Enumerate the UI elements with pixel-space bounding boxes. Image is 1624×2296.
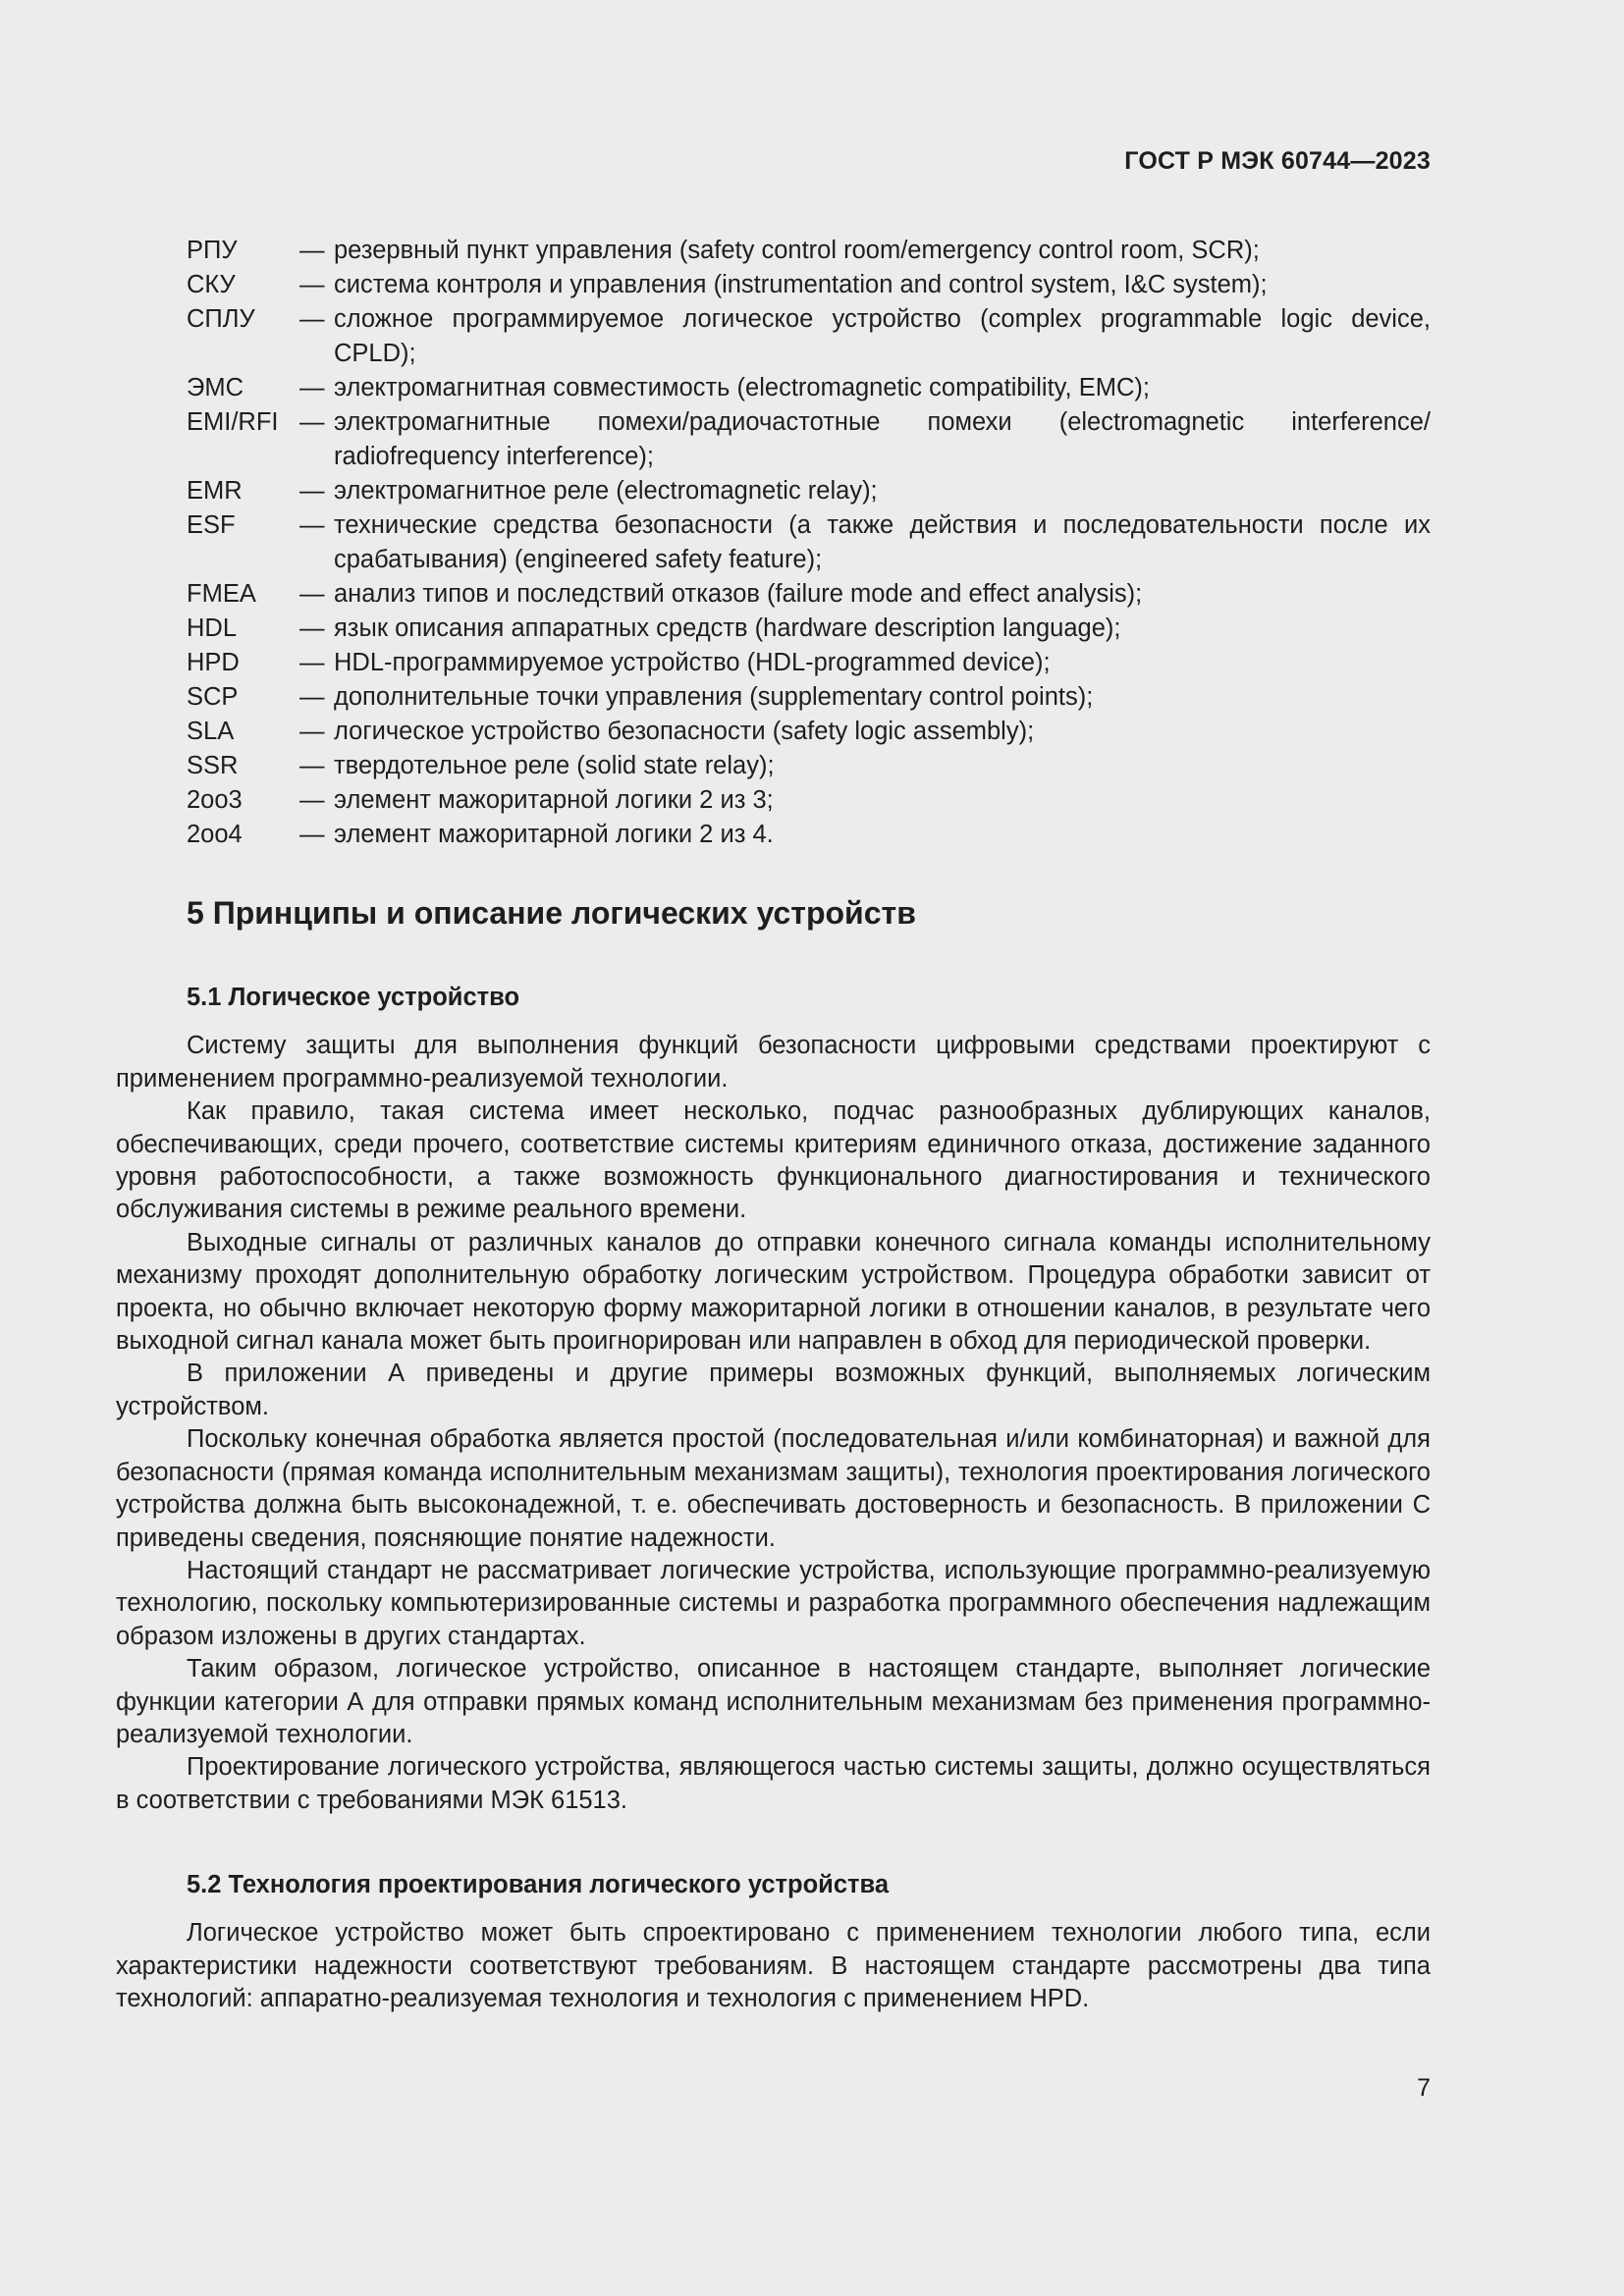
abbreviation-item	[187, 268, 1431, 302]
page-number: 7	[1417, 2074, 1431, 2102]
abbreviation-definition: HDL-программируемое устройство (HDL-programmed device);	[334, 649, 1051, 676]
paragraph: В приложении А приведены и другие примеры возможных функций, выполняемых логическим устройством.	[116, 1360, 1431, 1420]
abbreviation-term: ЭМС	[187, 374, 244, 401]
abbreviation-term: HDL	[187, 614, 238, 642]
abbreviation-dash: —	[299, 718, 325, 745]
paragraph: Настоящий стандарт не рассматривает логические устройства, использующие программно-реализуемую технологию, поскольку компьютеризированные системы и разработка программного обеспечения надлежащим образом изложены в других стандартах.	[116, 1556, 1431, 1650]
abbreviation-definition: твердотельное реле (solid state relay);	[334, 752, 775, 779]
abbreviation-dash: —	[299, 477, 325, 505]
document-header: ГОСТ Р МЭК 60744—2023	[1124, 147, 1431, 175]
abbreviation-term: EMR	[187, 477, 243, 505]
abbreviation-dash: —	[299, 237, 325, 264]
section-5-1-heading: 5.1 Логическое устройство	[187, 984, 520, 1011]
abbreviation-item	[187, 749, 1431, 783]
abbreviation-dash: —	[299, 511, 325, 539]
abbreviation-dash: —	[299, 786, 325, 814]
section-5-1	[116, 982, 1431, 1817]
abbreviation-item	[187, 646, 1431, 680]
paragraph: Проектирование логического устройства, являющегося частью системы защиты, должно осуществляться в соответствии с требованиями МЭК 61513.	[116, 1753, 1431, 1814]
abbreviation-term: SSR	[187, 752, 239, 779]
abbreviation-definition: технические средства безопасности (а также действия и последовательности после их срабатывания) (engineered safety feature);	[334, 511, 1431, 573]
abbreviation-dash: —	[299, 821, 325, 848]
abbreviation-definition: логическое устройство безопасности (safety logic assembly);	[334, 718, 1035, 745]
abbreviation-term: 2oo3	[187, 786, 243, 814]
abbreviation-definition: система контроля и управления (instrumentation and control system, I&C system);	[334, 271, 1268, 298]
paragraph: Логическое устройство может быть спроектировано с применением технологии любого типа, если характеристики надежности соответствуют требованиям. В настоящем стандарте рассмотрены два типа технологий: аппаратно-реализуемая технология и технология с применением HPD.	[116, 1919, 1431, 2013]
abbreviation-term: СКУ	[187, 271, 236, 298]
abbreviation-definition: язык описания аппаратных средств (hardware description language);	[334, 614, 1121, 642]
section-5-2-heading: 5.2 Технология проектирования логического устройства	[187, 1871, 890, 1898]
abbreviation-item	[187, 680, 1431, 715]
paragraph: Таким образом, логическое устройство, описанное в настоящем стандарте, выполняет логические функции категории А для отправки прямых команд исполнительным механизмам без применения программно-реализуемой технологии.	[116, 1655, 1431, 1748]
abbreviation-item	[187, 234, 1431, 268]
abbreviation-dash: —	[299, 305, 325, 333]
section-5-2	[116, 1869, 1431, 2016]
abbreviation-definition: элемент мажоритарной логики 2 из 4.	[334, 821, 774, 848]
abbreviation-item	[187, 715, 1431, 749]
paragraph: Систему защиты для выполнения функций безопасности цифровыми средствами проектируют с применением программно-реализуемой технологии.	[116, 1032, 1431, 1093]
abbreviation-definition: электромагнитная совместимость (electromagnetic compatibility, EMC);	[334, 374, 1150, 401]
section-5-heading: 5 Принципы и описание логических устройств	[187, 895, 916, 931]
abbreviation-term: SLA	[187, 718, 235, 745]
abbreviation-item	[187, 577, 1431, 612]
abbreviation-definition: дополнительные точки управления (supplementary control points);	[334, 683, 1094, 711]
abbreviation-definition: электромагнитные помехи/радиочастотные помехи (electromagnetic interference/ radiofrequency interference);	[334, 408, 1431, 470]
abbreviation-item	[187, 405, 1431, 474]
abbreviation-dash: —	[299, 580, 325, 608]
abbreviation-term: СПЛУ	[187, 305, 255, 333]
abbreviation-term: HPD	[187, 649, 240, 676]
abbreviation-dash: —	[299, 683, 325, 711]
paragraph: Как правило, такая система имеет несколько, подчас разнообразных дублирующих каналов, обеспечивающих, среди прочего, соответствие системы критериям единичного отказа, достижение заданного уровня работоспособности, а также возможность функционального диагностирования и технического обслуживания системы в режиме реального времени.	[116, 1097, 1431, 1224]
abbreviation-dash: —	[299, 374, 325, 401]
abbreviation-item	[187, 508, 1431, 577]
abbreviation-term: ESF	[187, 511, 236, 539]
abbreviation-dash: —	[299, 408, 325, 436]
abbreviation-dash: —	[299, 271, 325, 298]
abbreviation-definition: электромагнитное реле (electromagnetic relay);	[334, 477, 878, 505]
abbreviation-term: EMI/RFI	[187, 408, 279, 436]
abbreviation-definition: сложное программируемое логическое устройство (complex programmable logic device, CPLD);	[334, 305, 1431, 367]
abbreviation-dash: —	[299, 649, 325, 676]
abbreviation-item	[187, 818, 1431, 852]
abbreviation-term: FMEA	[187, 580, 256, 608]
paragraph: Выходные сигналы от различных каналов до отправки конечного сигнала команды исполнительному механизму проходят дополнительную обработку логическим устройством. Процедура обработки зависит от проекта, но обычно включает некоторую форму мажоритарной логики в отношении каналов, в результате чего выходной сигнал канала может быть проигнорирован или направлен в обход для периодической проверки.	[116, 1228, 1431, 1356]
abbreviation-dash: —	[299, 752, 325, 779]
abbreviation-item	[187, 612, 1431, 646]
abbreviation-list	[187, 234, 1431, 852]
abbreviation-item	[187, 474, 1431, 508]
abbreviation-item	[187, 302, 1431, 371]
paragraph: Поскольку конечная обработка является простой (последовательная и/или комбинаторная) и важной для безопасности (прямая команда исполнительным механизмам защиты), технология проектирования логического устройства должна быть высоконадежной, т. е. обеспечивать достоверность и безопасность. В приложении С приведены сведения, поясняющие понятие надежности.	[116, 1425, 1431, 1552]
abbreviation-term: 2oo4	[187, 821, 243, 848]
abbreviation-definition: элемент мажоритарной логики 2 из 3;	[334, 786, 774, 814]
abbreviation-item	[187, 371, 1431, 405]
abbreviation-definition: резервный пункт управления (safety control room/emergency control room, SCR);	[334, 237, 1260, 264]
abbreviation-item	[187, 783, 1431, 818]
abbreviation-term: РПУ	[187, 237, 238, 264]
abbreviation-dash: —	[299, 614, 325, 642]
abbreviation-definition: анализ типов и последствий отказов (failure mode and effect analysis);	[334, 580, 1143, 608]
abbreviation-term: SCP	[187, 683, 239, 711]
